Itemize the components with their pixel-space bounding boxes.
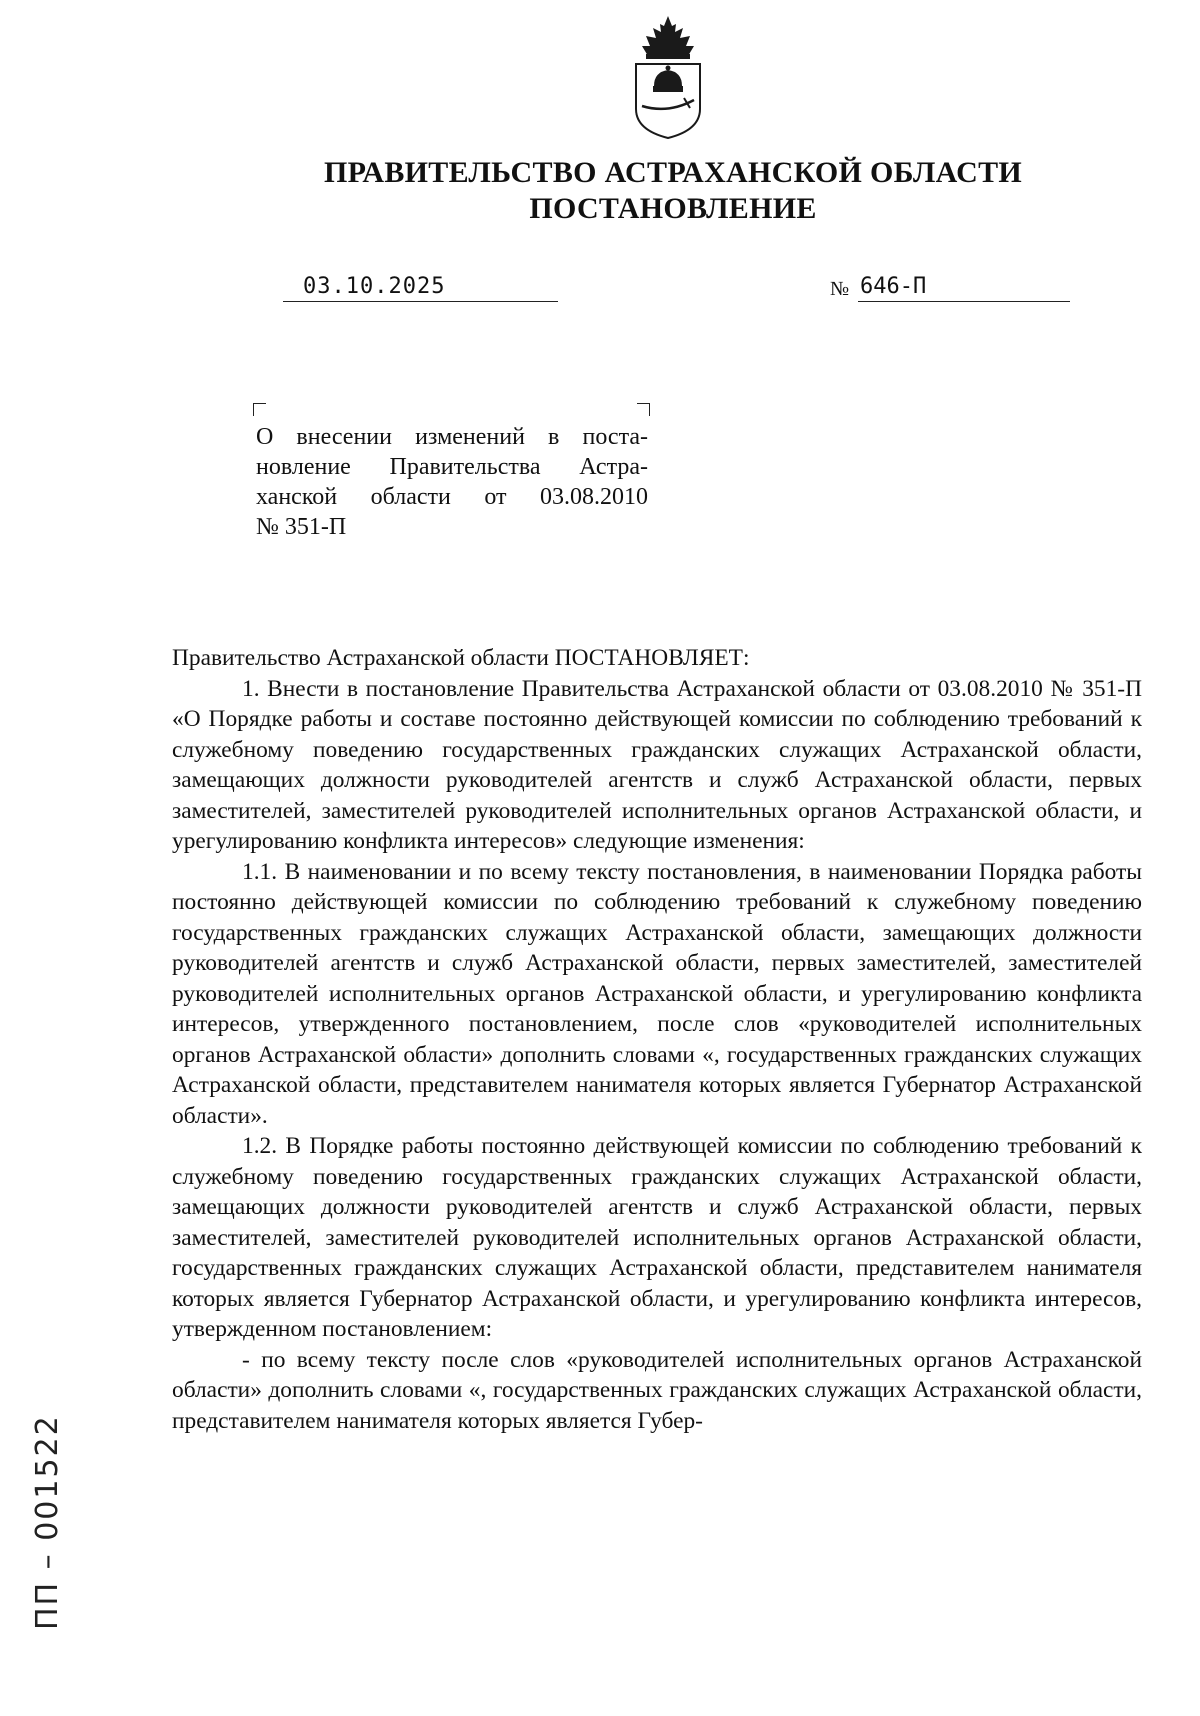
subject-corner-mark-left <box>253 403 266 416</box>
subject-line: № 351-П <box>256 514 347 540</box>
document-date: 03.10.2025 <box>283 272 558 302</box>
document-type: ПОСТАНОВЛЕНИЕ <box>529 192 817 225</box>
subject-line: новление Правительства Астра- <box>256 454 648 480</box>
preamble: Правительство Астраханской области ПОСТАНОВЛЯЕТ: <box>172 645 750 671</box>
paragraph-1-2: 1.2. В Порядке работы постоянно действующей комиссии по соблюдению требований к служебному поведению государственных гражданских служащих Астраханской области, замещающих должности руководителей агентств и служб Астраханской области, первых заместителей, заместителей руководителей исполнительных органов Астраханской области, государственных гражданских служащих Астраханской области, представителем нанимателя которых является Губернатор Астраханской области, и урегулированию конфликта интересов, утвержденном постановлением: <box>172 1133 1142 1342</box>
subject-corner-mark-right <box>637 403 650 416</box>
government-name: ПРАВИТЕЛЬСТВО АСТРАХАНСКОЙ ОБЛАСТИ <box>323 156 1023 189</box>
document-subject <box>256 422 648 542</box>
document-number: 646-П <box>858 272 1070 302</box>
document-header <box>0 155 1200 227</box>
registration-stamp: ПП – 001522 <box>30 1414 65 1630</box>
coat-of-arms-emblem <box>628 14 708 140</box>
number-label: № <box>830 278 850 300</box>
bullet-item: - по всему тексту после слов «руководителей исполнительных органов Астраханской области» дополнить словами «, государственных гражданских служащих Астраханской области, представителем нанимателя которых является Губер- <box>172 1346 1142 1434</box>
paragraph-1-1: 1.1. В наименовании и по всему тексту постановления, в наименовании Порядка работы постоянно действующей комиссии по соблюдению требований к служебному поведению государственных гражданских служащих Астраханской области, замещающих должности руководителей агентств и служб Астраханской области, первых заместителей, заместителей руководителей исполнительных органов Астраханской области, и урегулированию конфликта интересов, утвержденного постановлением, после слов «руководителей исполнительных органов Астраханской области» дополнить словами «, государственных гражданских служащих Астраханской области, представителем нанимателя которых является Губернатор Астраханской области». <box>172 858 1142 1129</box>
subject-line: О внесении изменений в поста- <box>256 424 648 450</box>
document-body <box>172 643 1142 1436</box>
subject-line: ханской области от 03.08.2010 <box>256 484 648 510</box>
paragraph-1: 1. Внести в постановление Правительства Астраханской области от 03.08.2010 № 351-П «О Порядке работы и составе постоянно действующей комиссии по соблюдению требований к служебному поведению государственных гражданских служащих Астраханской области, замещающих должности руководителей агентств и служб Астраханской области, первых заместителей, заместителей руководителей исполнительных органов Астраханской области, и урегулированию конфликта интересов» следующие изменения: <box>172 675 1142 854</box>
